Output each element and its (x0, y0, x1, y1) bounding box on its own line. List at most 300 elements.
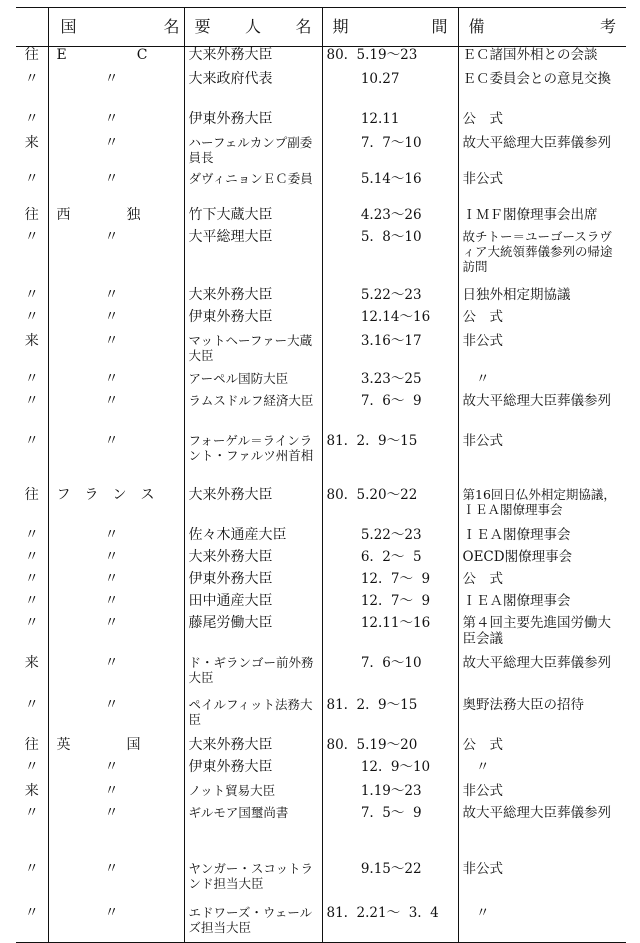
period-cell-text: 12.14〜16 (326, 308, 431, 325)
period-cell-text: 10.27 (326, 70, 400, 87)
country-cell-text: 〃 (104, 70, 119, 87)
period-cell-text: 7. 6〜 9 (326, 392, 422, 409)
table-body (16, 47, 626, 943)
direction-cell-text: 〃 (24, 170, 39, 187)
direction-cell-text: 〃 (24, 804, 39, 821)
direction-cell (16, 571, 48, 593)
period-cell (322, 333, 458, 371)
remarks-cell (458, 805, 626, 861)
remarks-cell (458, 333, 626, 371)
person-cell (184, 737, 322, 759)
direction-cell-text: 往 (24, 206, 39, 223)
person-cell (184, 207, 322, 229)
table-row (16, 655, 626, 697)
direction-cell-text: 〃 (24, 286, 39, 303)
person-cell-text: 佐々木通産大臣 (188, 526, 287, 543)
period-cell (322, 783, 458, 805)
direction-cell-text: 〃 (24, 904, 39, 921)
country-cell (48, 549, 184, 571)
period-cell-text: 3.23〜25 (326, 370, 422, 387)
person-cell (184, 549, 322, 571)
table-row (16, 111, 626, 135)
person-cell (184, 655, 322, 697)
country-cell-text: 〃 (104, 592, 119, 609)
direction-cell (16, 527, 48, 549)
remarks-cell-text: 公 式 (462, 110, 503, 127)
remarks-cell-text: 第４回主要先進国労働大臣会議 (462, 614, 611, 647)
period-cell-text: 6. 2〜 5 (326, 548, 422, 565)
period-cell-text: 80. 5.20〜22 (326, 486, 418, 503)
header-remarks-char-1: 備 (468, 17, 485, 36)
remarks-cell (458, 171, 626, 207)
person-cell-text: 大来外務大臣 (188, 736, 273, 753)
country-cell (48, 737, 184, 759)
direction-cell-text: 〃 (24, 110, 39, 127)
remarks-cell-text: 〃 (462, 758, 490, 775)
table-row (16, 171, 626, 207)
remarks-cell (458, 433, 626, 487)
person-cell-text: ド・ギランゴー前外務大臣 (188, 654, 314, 685)
person-cell (184, 433, 322, 487)
period-cell (322, 71, 458, 111)
person-cell-text: ヤンガー・スコットランド担当大臣 (188, 860, 314, 891)
remarks-cell-text: ＥＣ諸国外相との会談 (462, 47, 598, 63)
remarks-cell (458, 487, 626, 527)
remarks-cell-text: 故大平総理大臣葬儀参列 (462, 804, 611, 821)
country-cell-text: 〃 (104, 614, 119, 631)
table-row (16, 783, 626, 805)
remarks-cell-text: 故大平総理大臣葬儀参列 (462, 392, 611, 409)
remarks-cell (458, 549, 626, 571)
header-person (184, 8, 322, 47)
person-cell (184, 697, 322, 737)
direction-cell-text: 〃 (24, 526, 39, 543)
country-cell-text: 〃 (104, 804, 119, 821)
country-cell (48, 593, 184, 615)
remarks-cell (458, 393, 626, 433)
person-cell (184, 805, 322, 861)
country-cell-text: 〃 (104, 758, 119, 775)
period-cell-text: 81. 2.21〜 3. 4 (326, 904, 439, 921)
direction-cell-text: 〃 (24, 614, 39, 631)
period-cell-text: 4.23〜26 (326, 206, 422, 223)
person-cell (184, 47, 322, 71)
period-cell (322, 615, 458, 655)
header-period (322, 8, 458, 47)
period-cell-text: 5. 8〜10 (326, 228, 422, 245)
country-cell (48, 697, 184, 737)
period-cell (322, 171, 458, 207)
remarks-cell (458, 737, 626, 759)
country-cell (48, 905, 184, 943)
header-person-char-3: 名 (295, 17, 312, 36)
period-cell-text: 7. 6〜10 (326, 654, 422, 671)
person-cell (184, 783, 322, 805)
remarks-cell (458, 697, 626, 737)
person-cell-text: 大来外務大臣 (188, 286, 273, 303)
remarks-cell (458, 615, 626, 655)
direction-cell (16, 229, 48, 287)
country-cell (48, 487, 184, 527)
period-cell (322, 593, 458, 615)
visits-table (16, 7, 626, 943)
period-cell (322, 135, 458, 171)
table-row (16, 333, 626, 371)
direction-cell-text: 往 (24, 486, 39, 503)
direction-cell-text: 〃 (24, 570, 39, 587)
remarks-cell (458, 287, 626, 309)
person-cell (184, 593, 322, 615)
remarks-cell-text: 非公式 (462, 860, 503, 877)
direction-cell-text: 来 (24, 332, 39, 349)
country-cell (48, 71, 184, 111)
table-row (16, 805, 626, 861)
remarks-cell-text: 第16回日仏外相定期協議，ＩＥＡ閣僚理事会 (462, 486, 616, 517)
country-cell-text: 〃 (104, 110, 119, 127)
header-remarks (458, 8, 626, 47)
person-cell (184, 487, 322, 527)
country-cell-text: 〃 (104, 170, 119, 187)
country-cell (48, 805, 184, 861)
person-cell-text: 大来外務大臣 (188, 548, 273, 565)
table-row (16, 487, 626, 527)
period-cell-text: 5.22〜23 (326, 286, 422, 303)
table-row (16, 861, 626, 905)
remarks-cell-text: 故大平総理大臣葬儀参列 (462, 654, 611, 671)
direction-cell (16, 783, 48, 805)
country-cell-text: 〃 (104, 548, 119, 565)
direction-cell (16, 171, 48, 207)
table-row (16, 309, 626, 333)
country-cell (48, 759, 184, 783)
person-cell (184, 71, 322, 111)
period-cell (322, 487, 458, 527)
person-cell-text: ハーフェルカンプ副委員長 (188, 134, 313, 165)
period-cell (322, 737, 458, 759)
period-cell-text: 12. 9〜10 (326, 758, 431, 775)
direction-cell (16, 287, 48, 309)
remarks-cell (458, 47, 626, 71)
country-cell (48, 47, 184, 71)
direction-cell (16, 697, 48, 737)
remarks-cell (458, 229, 626, 287)
country-cell (48, 207, 184, 229)
remarks-cell-text: 〃 (462, 370, 490, 387)
period-cell-text: 12. 7〜 9 (326, 592, 431, 609)
person-cell-text: ダヴィニョンＥＣ委員 (188, 170, 313, 186)
country-cell (48, 527, 184, 549)
period-cell (322, 655, 458, 697)
direction-cell (16, 737, 48, 759)
header-country-char-1: 国 (60, 17, 77, 36)
country-cell-text: 〃 (104, 696, 119, 713)
table-row (16, 615, 626, 655)
period-cell-text: 80. 5.19〜20 (326, 736, 418, 753)
remarks-cell (458, 527, 626, 549)
direction-cell (16, 135, 48, 171)
direction-cell (16, 615, 48, 655)
period-cell-text: 81. 2. 9〜15 (326, 432, 418, 449)
direction-cell (16, 593, 48, 615)
direction-cell-text: 〃 (24, 758, 39, 775)
person-cell-text: ノット貿易大臣 (188, 782, 276, 798)
period-cell (322, 571, 458, 593)
visits-table-page (16, 7, 626, 943)
period-cell (322, 47, 458, 71)
period-cell-text: 5.22〜23 (326, 526, 422, 543)
period-cell-text: 7. 7〜10 (326, 134, 422, 151)
country-cell-text: 〃 (104, 654, 119, 671)
direction-cell (16, 549, 48, 571)
person-cell-text: ラムスドルフ経済大臣 (188, 392, 314, 408)
country-cell (48, 371, 184, 393)
person-cell (184, 527, 322, 549)
direction-cell-text: 〃 (24, 860, 39, 877)
person-cell (184, 171, 322, 207)
header-period-char-2: 間 (431, 17, 448, 36)
country-cell (48, 229, 184, 287)
direction-cell (16, 71, 48, 111)
direction-cell-text: 〃 (24, 70, 39, 87)
table-row (16, 697, 626, 737)
country-cell-text: 〃 (104, 308, 119, 325)
direction-cell-text: 〃 (24, 432, 39, 449)
person-cell-text: 伊東外務大臣 (188, 570, 273, 587)
country-cell (48, 615, 184, 655)
period-cell-text: 81. 2. 9〜15 (326, 696, 418, 713)
country-cell (48, 333, 184, 371)
person-cell (184, 111, 322, 135)
country-cell (48, 111, 184, 135)
country-cell-text: 〃 (104, 228, 119, 245)
country-cell (48, 135, 184, 171)
table-row (16, 433, 626, 487)
person-cell (184, 287, 322, 309)
remarks-cell-text: 公 式 (462, 736, 503, 753)
period-cell (322, 433, 458, 487)
period-cell (322, 371, 458, 393)
table-header-row (16, 8, 626, 47)
period-cell-text: 1.19〜23 (326, 782, 422, 799)
person-cell (184, 905, 322, 943)
table-row (16, 207, 626, 229)
country-cell-text: 英 国 (56, 736, 141, 753)
person-cell-text: 大来政府代表 (188, 70, 273, 87)
period-cell-text: 80. 5.19〜23 (326, 47, 418, 63)
table-row (16, 759, 626, 783)
remarks-cell (458, 309, 626, 333)
person-cell-text: 藤尾労働大臣 (188, 614, 273, 631)
period-cell (322, 549, 458, 571)
remarks-cell-text: 公 式 (462, 570, 503, 587)
table-row (16, 71, 626, 111)
remarks-cell (458, 593, 626, 615)
table-row (16, 287, 626, 309)
country-cell-text: 〃 (104, 526, 119, 543)
remarks-cell (458, 135, 626, 171)
direction-cell-text: 〃 (24, 308, 39, 325)
direction-cell (16, 433, 48, 487)
direction-cell (16, 905, 48, 943)
direction-cell-text: 〃 (24, 592, 39, 609)
table-row (16, 737, 626, 759)
country-cell (48, 309, 184, 333)
direction-cell (16, 371, 48, 393)
direction-cell-text: 来 (24, 134, 39, 151)
period-cell (322, 309, 458, 333)
direction-cell (16, 861, 48, 905)
remarks-cell-text: 非公式 (462, 432, 503, 449)
direction-cell (16, 309, 48, 333)
remarks-cell (458, 905, 626, 943)
remarks-cell-text: 故チトー＝ユーゴースラヴィア大統領葬儀参列の帰途訪問 (462, 228, 613, 274)
period-cell-text: 12. 7〜 9 (326, 570, 431, 587)
direction-cell (16, 111, 48, 135)
direction-cell (16, 47, 48, 71)
direction-cell-text: 往 (24, 736, 39, 753)
person-cell-text: 竹下大蔵大臣 (188, 206, 273, 223)
direction-cell-text: 〃 (24, 696, 39, 713)
table-row (16, 527, 626, 549)
person-cell (184, 309, 322, 333)
country-cell-text: 西 独 (56, 206, 141, 223)
country-cell (48, 655, 184, 697)
remarks-cell (458, 655, 626, 697)
direction-cell (16, 333, 48, 371)
country-cell-text: 〃 (104, 392, 119, 409)
remarks-cell-text: 非公式 (462, 782, 503, 799)
person-cell (184, 229, 322, 287)
remarks-cell-text: 奥野法務大臣の招待 (462, 696, 584, 713)
person-cell (184, 393, 322, 433)
table-row (16, 905, 626, 943)
country-cell-text: 〃 (104, 286, 119, 303)
person-cell-text: ギルモア国璽尚書 (188, 804, 289, 820)
remarks-cell-text: 非公式 (462, 170, 503, 187)
period-cell-text: 9.15〜22 (326, 860, 422, 877)
remarks-cell (458, 111, 626, 135)
header-person-char-1: 要 (194, 17, 211, 36)
remarks-cell-text: 公 式 (462, 308, 503, 325)
country-cell (48, 571, 184, 593)
remarks-cell (458, 207, 626, 229)
header-remarks-char-2: 考 (599, 17, 616, 36)
period-cell (322, 111, 458, 135)
table-row (16, 229, 626, 287)
remarks-cell (458, 783, 626, 805)
country-cell-text: 〃 (104, 370, 119, 387)
person-cell-text: マットヘーファー大蔵大臣 (188, 332, 313, 363)
period-cell-text: 12.11〜16 (326, 614, 431, 631)
header-period-char-1: 期 (332, 17, 349, 36)
period-cell-text: 3.16〜17 (326, 332, 422, 349)
direction-cell-text: 〃 (24, 228, 39, 245)
remarks-cell (458, 371, 626, 393)
period-cell-text: 7. 5〜 9 (326, 804, 422, 821)
header-direction (16, 8, 48, 47)
remarks-cell-text: 非公式 (462, 332, 503, 349)
period-cell (322, 697, 458, 737)
country-cell-text: E C (56, 47, 148, 63)
country-cell (48, 393, 184, 433)
country-cell (48, 433, 184, 487)
country-cell-text: 〃 (104, 782, 119, 799)
country-cell (48, 171, 184, 207)
remarks-cell (458, 759, 626, 783)
direction-cell-text: 〃 (24, 392, 39, 409)
person-cell (184, 571, 322, 593)
person-cell-text: アーペル国防大臣 (188, 370, 289, 386)
remarks-cell-text: 日独外相定期協議 (462, 286, 571, 303)
period-cell (322, 229, 458, 287)
remarks-cell-text: 故大平総理大臣葬儀参列 (462, 134, 611, 151)
person-cell-text: エドワーズ・ウェールズ担当大臣 (188, 904, 313, 935)
remarks-cell-text: ＥＣ委員会との意見交換 (462, 70, 611, 87)
person-cell (184, 615, 322, 655)
country-cell (48, 861, 184, 905)
period-cell (322, 905, 458, 943)
country-cell-text: 〃 (104, 134, 119, 151)
direction-cell (16, 393, 48, 433)
period-cell (322, 805, 458, 861)
country-cell (48, 783, 184, 805)
country-cell-text: フ ラ ン ス (56, 486, 155, 503)
table-row (16, 549, 626, 571)
direction-cell-text: 往 (24, 47, 39, 63)
remarks-cell-text: ＩＭＦ閣僚理事会出席 (462, 206, 598, 223)
remarks-cell (458, 71, 626, 111)
remarks-cell (458, 861, 626, 905)
direction-cell-text: 来 (24, 654, 39, 671)
period-cell (322, 207, 458, 229)
person-cell (184, 371, 322, 393)
direction-cell (16, 759, 48, 783)
period-cell-text: 12.11 (326, 110, 400, 127)
table-row (16, 393, 626, 433)
person-cell (184, 759, 322, 783)
country-cell-text: 〃 (104, 860, 119, 877)
person-cell (184, 861, 322, 905)
person-cell-text: 大来外務大臣 (188, 486, 273, 503)
person-cell-text: 伊東外務大臣 (188, 308, 273, 325)
direction-cell-text: 来 (24, 782, 39, 799)
period-cell-text: 5.14〜16 (326, 170, 422, 187)
remarks-cell-text: ＩＥＡ閣僚理事会 (462, 526, 571, 543)
remarks-cell (458, 571, 626, 593)
table-row (16, 135, 626, 171)
country-cell-text: 〃 (104, 904, 119, 921)
direction-cell (16, 805, 48, 861)
header-person-char-2: 人 (244, 17, 261, 36)
person-cell-text: 田中通産大臣 (188, 592, 273, 609)
person-cell (184, 333, 322, 371)
person-cell-text: フォーゲル＝ラインラント・ファルツ州首相 (188, 432, 314, 463)
country-cell (48, 287, 184, 309)
period-cell (322, 759, 458, 783)
person-cell-text: 大平総理大臣 (188, 228, 273, 245)
person-cell (184, 135, 322, 171)
direction-cell (16, 487, 48, 527)
period-cell (322, 287, 458, 309)
direction-cell (16, 207, 48, 229)
table-row (16, 593, 626, 615)
direction-cell (16, 655, 48, 697)
person-cell-text: 大来外務大臣 (188, 47, 273, 63)
remarks-cell-text: OECD閣僚理事会 (462, 548, 573, 565)
person-cell-text: ペイルフィット法務大臣 (188, 696, 313, 727)
remarks-cell-text: 〃 (462, 904, 490, 921)
direction-cell-text: 〃 (24, 370, 39, 387)
